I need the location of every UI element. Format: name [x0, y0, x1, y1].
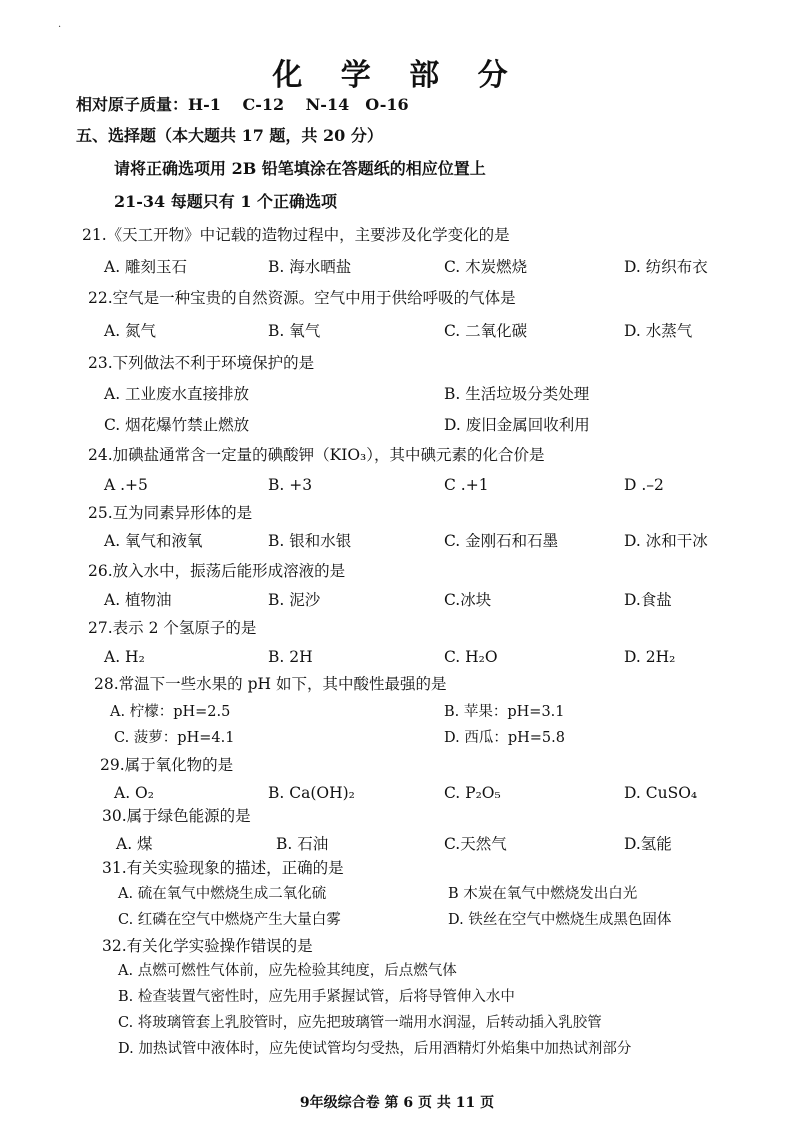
q22-option-d: D. 水蒸气: [624, 322, 693, 340]
q27-option-c: C. H₂O: [444, 648, 498, 666]
q21-option-a: A. 雕刻玉石: [104, 258, 188, 276]
q25-option-b: B. 银和水银: [268, 532, 352, 550]
question-26-stem: 26.放入水中，振荡后能形成溶液的是: [88, 562, 346, 580]
q25-option-a: A. 氧气和液氧: [104, 532, 203, 550]
question-23-stem: 23.下列做法不利于环境保护的是: [88, 354, 315, 372]
q24-option-a: A .+5: [104, 476, 148, 494]
question-22-stem: 22.空气是一种宝贵的自然资源。空气中用于供给呼吸的气体是: [88, 289, 516, 307]
q28-option-d: D. 西瓜：pH=5.8: [444, 730, 565, 746]
q28-option-b: B. 苹果：pH=3.1: [444, 704, 565, 720]
question-28-stem: 28.常温下一些水果的 pH 如下，其中酸性最强的是: [94, 675, 447, 693]
q29-option-b: B. Ca(OH)₂: [268, 784, 355, 802]
q31-option-c: C. 红磷在空气中燃烧产生大量白雾: [118, 912, 341, 928]
question-24-stem: 24.加碘盐通常含一定量的碘酸钾（KIO₃），其中碘元素的化合价是: [88, 446, 545, 464]
question-25-stem: 25.互为同素异形体的是: [88, 504, 253, 522]
q24-option-c: C .+1: [444, 476, 489, 494]
q21-option-d: D. 纺织布衣: [624, 258, 708, 276]
q32-option-a: A. 点燃可燃性气体前，应先检验其纯度，后点燃气体: [118, 963, 457, 979]
q28-option-a: A. 柠檬：pH=2.5: [110, 704, 231, 720]
q23-option-a: A. 工业废水直接排放: [104, 385, 250, 403]
page-footer: 9年级综合卷 第 6 页 共 11 页: [299, 1095, 495, 1111]
question-21-stem: 21.《天工开物》中记载的造物过程中，主要涉及化学变化的是: [82, 226, 510, 244]
q26-option-b: B. 泥沙: [268, 591, 321, 609]
q22-option-a: A. 氮气: [104, 322, 157, 340]
q32-option-c: C. 将玻璃管套上乳胶管时，应先把玻璃管一端用水润湿，后转动插入乳胶管: [118, 1015, 602, 1031]
question-31-stem: 31.有关实验现象的描述，正确的是: [102, 859, 344, 877]
question-30-stem: 30.属于绿色能源的是: [102, 807, 251, 825]
q28-option-c: C. 菠萝：pH=4.1: [114, 730, 235, 746]
q27-option-d: D. 2H₂: [624, 648, 676, 666]
q26-option-c: C.冰块: [444, 591, 492, 609]
instruction: 请将正确选项用 2B 铅笔填涂在答题纸的相应位置上: [114, 159, 486, 178]
q29-option-a: A. O₂: [114, 784, 154, 802]
q25-option-c: C. 金刚石和石墨: [444, 532, 559, 550]
q21-option-c: C. 木炭燃烧: [444, 258, 528, 276]
q24-option-d: D .–2: [624, 476, 664, 494]
q26-option-d: D.食盐: [624, 591, 672, 609]
page-mark: ·: [58, 22, 62, 33]
q27-option-a: A. H₂: [104, 648, 145, 666]
section-heading: 五、选择题（本大题共 17 题，共 20 分）: [76, 126, 383, 145]
q25-option-d: D. 冰和干冰: [624, 532, 708, 550]
question-27-stem: 27.表示 2 个氢原子的是: [88, 619, 257, 637]
atomic-mass-line: 相对原子质量：H-1 C-12 N-14 O-16: [76, 95, 409, 114]
q30-option-d: D.氢能: [624, 835, 672, 853]
q23-option-b: B. 生活垃圾分类处理: [444, 385, 590, 403]
q21-option-b: B. 海水晒盐: [268, 258, 352, 276]
q29-option-c: C. P₂O₅: [444, 784, 501, 802]
q22-option-c: C. 二氧化碳: [444, 322, 528, 340]
q29-option-d: D. CuSO₄: [624, 784, 698, 802]
q32-option-b: B. 检查装置气密性时，应先用手紧握试管，后将导管伸入水中: [118, 989, 515, 1005]
q22-option-b: B. 氧气: [268, 322, 321, 340]
page-title: 化 学 部 分: [272, 58, 522, 93]
question-32-stem: 32.有关化学实验操作错误的是: [102, 937, 313, 955]
q31-option-a: A. 硫在氧气中燃烧生成二氧化硫: [118, 886, 327, 902]
q30-option-b: B. 石油: [276, 835, 329, 853]
q27-option-b: B. 2H: [268, 648, 313, 666]
q24-option-b: B. +3: [268, 476, 313, 494]
q32-option-d: D. 加热试管中液体时，应先使试管均匀受热，后用酒精灯外焰集中加热试剂部分: [118, 1041, 632, 1057]
q23-option-d: D. 废旧金属回收利用: [444, 416, 590, 434]
q31-option-b: B 木炭在氧气中燃烧发出白光: [448, 886, 638, 902]
q30-option-a: A. 煤: [116, 835, 153, 853]
q26-option-a: A. 植物油: [104, 591, 172, 609]
q31-option-d: D. 铁丝在空气中燃烧生成黑色固体: [448, 912, 672, 928]
q23-option-c: C. 烟花爆竹禁止燃放: [104, 416, 250, 434]
sub-instruction: 21-34 每题只有 1 个正确选项: [114, 192, 338, 211]
q30-option-c: C.天然气: [444, 835, 507, 853]
question-29-stem: 29.属于氧化物的是: [100, 756, 234, 774]
